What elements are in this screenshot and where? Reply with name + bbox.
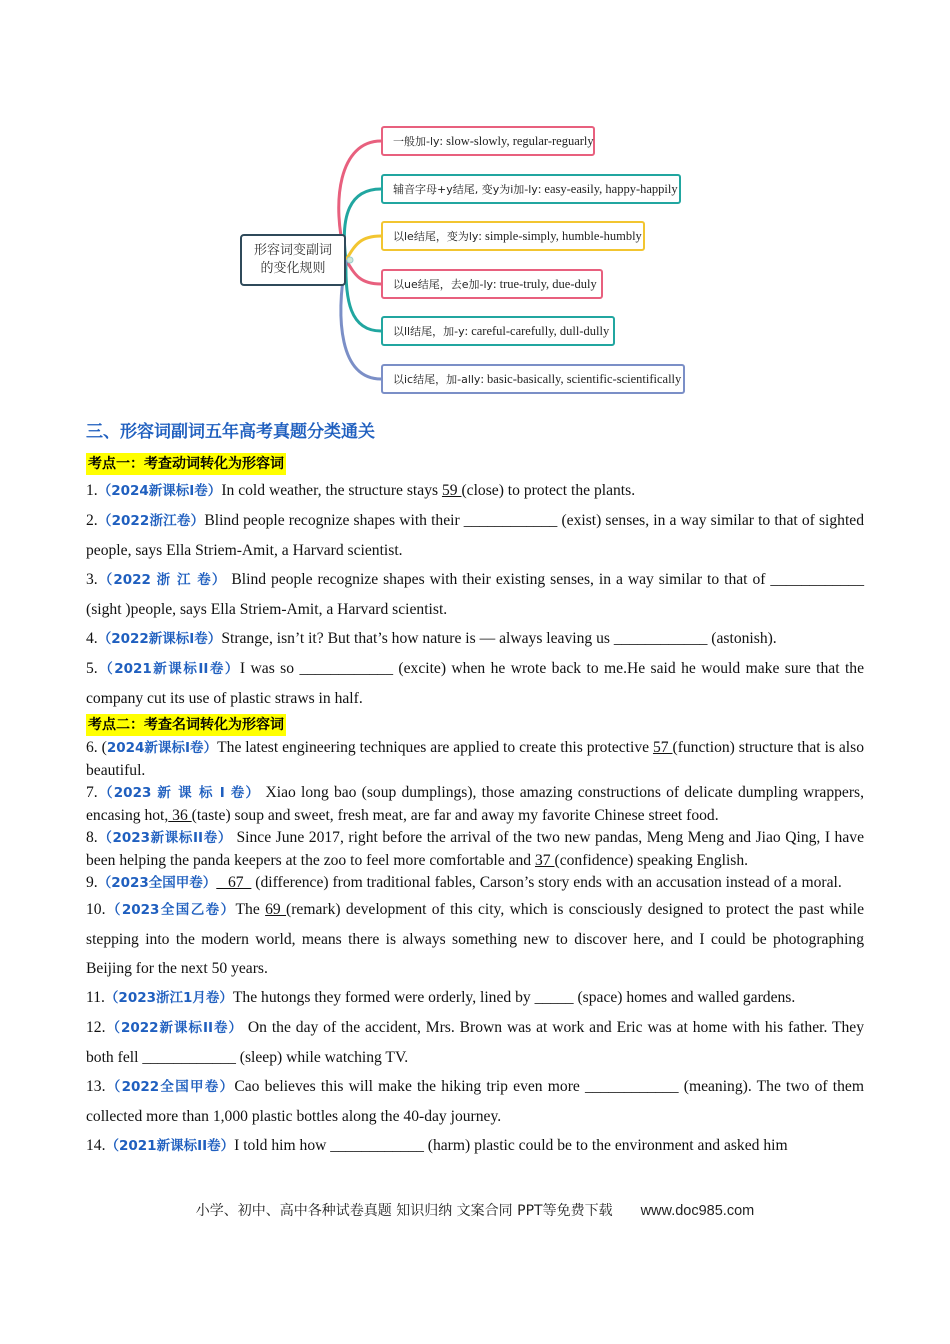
- node-rule: 一般加-ly: [393, 135, 440, 148]
- exercise-content: [86, 420, 864, 1161]
- mind-map-connectors: [0, 0, 950, 410]
- question-11: 11.（2023浙江1月卷）The hutongs they formed were orderly, lined by _____ (space) homes and walled gardens.: [86, 988, 796, 1006]
- question-source: （2021新课标II卷）: [105, 1137, 235, 1154]
- node-example: : slow-slowly, regular-reguarly: [439, 133, 594, 148]
- question-source: （2023新课标II卷）: [97, 830, 232, 846]
- question-source: （2022 浙 江 卷）: [97, 572, 227, 588]
- question-2: 2.（2022浙江卷）Blind people recognize shapes with their ____________ (exist) senses, in a way similar to that of sighted people, says Ella Striem-Amit, a Harvard scientist.: [86, 512, 865, 559]
- question-source: 2024新课标I卷）: [106, 740, 218, 756]
- node-rule: 以ue结尾，去e加-ly: [393, 278, 494, 291]
- mind-map-node: [381, 364, 685, 394]
- question-source: （2022浙江卷）: [97, 513, 205, 529]
- key-point-2: 考点二：考查名词转化为形容词: [86, 714, 286, 736]
- question-source: （2023 新 课 标 I 卷）: [97, 785, 261, 801]
- node-rule: 以ic结尾，加-ally: [393, 373, 481, 386]
- question-5: 5.（2021新课标II卷）I was so ____________ (excite) when he wrote back to me.He said he would make sure that the company cut its use of plastic straws in half.: [86, 660, 864, 707]
- question-source: （2024新课标I卷）: [97, 483, 222, 499]
- question-12: 12.（2022新课标II卷） On the day of the accident, Mrs. Brown was at work and Eric was at home with his father. They both fell ____________ (sleep) while watching TV.: [86, 1018, 864, 1066]
- node-rule: 以le结尾，变为ly: [393, 230, 479, 243]
- answer-blank: 59: [441, 482, 462, 499]
- node-example: : simple-simply, humble-humbly: [478, 228, 642, 243]
- question-source: （2022新课标I卷）: [97, 631, 222, 647]
- question-3: 3.（2022 浙 江 卷） Blind people recognize shapes with their existing senses, in a way similar to that of ____________ (sight )people, says Ella Striem-Amit, a Harvard scientist.: [86, 571, 864, 618]
- answer-blank: 36: [168, 806, 192, 824]
- question-4: 4.（2022新课标I卷）Strange, isn’t it? But that’s how nature is — always leaving us ____________ (astonish).: [86, 630, 777, 647]
- mind-map-node: [381, 316, 615, 346]
- page-footer: [0, 1200, 950, 1220]
- answer-blank: ____________: [299, 660, 393, 677]
- footer-website[interactable]: www.doc985.com: [640, 1203, 755, 1219]
- question-source: （2022全国甲卷）: [105, 1078, 235, 1095]
- answer-blank: ____________: [585, 1077, 679, 1095]
- node-example: : basic-basically, scientific-scientifically: [480, 371, 682, 386]
- footer-text: 小学、初中、高中各种试卷真题 知识归纳 文案合同 PPT等免费下载: [195, 1203, 613, 1219]
- question-6: 6. (2024新课标I卷）The latest engineering techniques are applied to create this protective 57 (function) structure that is also beautiful.: [86, 739, 865, 779]
- question-source: （2021新课标II卷）: [97, 661, 240, 677]
- question-13: 13.（2022全国甲卷）Cao believes this will make the hiking trip even more ____________ (meaning). The two of them collected more than 1,000 plastic bottles along the 40-day journey.: [86, 1077, 864, 1125]
- mind-map-node: [381, 126, 595, 156]
- key-point-1: 考点一：考查动词转化为形容词: [86, 453, 286, 475]
- question-1: 1.（2024新课标I卷）In cold weather, the structure stays 59 (close) to protect the plants.: [86, 482, 636, 499]
- question-14: 14.（2021新课标II卷）I told him how ____________ (harm) plastic could be to the environment and asked him: [86, 1136, 788, 1154]
- answer-blank: ____________: [770, 571, 864, 588]
- answer-blank: 57: [652, 739, 673, 756]
- node-rule: 以ll结尾，加-y: [393, 325, 465, 338]
- question-source: （2022新课标II卷）: [105, 1019, 244, 1036]
- question-7: 7.（2023 新 课 标 I 卷） Xiao long bao (soup dumplings), those amazing constructions of delicate dumpling wrappers, encasing hot, 36 (taste) soup and sweet, fresh meat, are far and away my favorite Chinese street food.: [86, 784, 864, 824]
- question-10: 10.（2023全国乙卷）The 69 (remark) development of this city, which is consciously designed to protect the past while stepping into the modern world, means there is always something new to discover here, and I could be photographing Beijing for the next 50 years.: [86, 900, 865, 977]
- answer-blank: 67: [216, 874, 252, 891]
- mind-map-center: 形容词变副词的变化规则: [240, 234, 346, 286]
- question-source: （2023全国甲卷）: [97, 875, 217, 891]
- mind-map-node: [381, 174, 681, 204]
- node-example: : careful-carefully, dull-dully: [464, 323, 610, 338]
- answer-blank: ____________: [142, 1048, 236, 1066]
- mind-map: [0, 0, 950, 410]
- node-rule: 辅音字母+y结尾, 变y为i加-ly: [393, 183, 538, 196]
- question-source: （2023浙江1月卷）: [104, 989, 233, 1006]
- section-title: 三、形容词副词五年高考真题分类通关: [86, 422, 375, 442]
- mind-map-node: [381, 221, 645, 251]
- answer-blank: ____________: [613, 630, 708, 647]
- node-example: : true-truly, due-duly: [493, 276, 597, 291]
- answer-blank: ____________: [330, 1136, 424, 1154]
- node-example: : easy-easily, happy-happily: [537, 181, 678, 196]
- answer-blank: _____: [534, 988, 574, 1006]
- question-8: 8.（2023新课标II卷） Since June 2017, right before the arrival of the two new pandas, Meng Meng and Jiao Qing, I have been helping the panda keepers at the zoo to feel more comfortable and 37 (confidence) speaking English.: [86, 829, 864, 869]
- question-9: 9.（2023全国甲卷） 67 (difference) from traditional fables, Carson’s story ends with an accusation instead of a moral.: [86, 874, 842, 891]
- question-source: （2023全国乙卷）: [105, 901, 236, 918]
- mind-map-node: [381, 269, 603, 299]
- answer-blank: 69: [265, 900, 287, 918]
- answer-blank: ____________: [463, 512, 558, 529]
- answer-blank: 37: [535, 851, 555, 869]
